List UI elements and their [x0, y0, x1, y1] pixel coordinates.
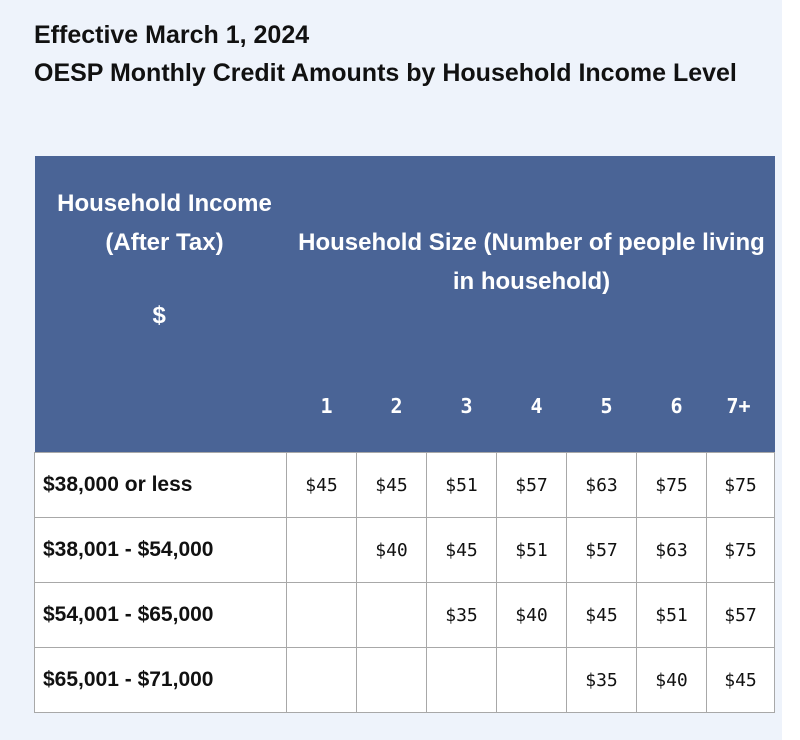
- credit-cell: $57: [567, 518, 637, 583]
- page-heading: [34, 16, 754, 92]
- credit-cell: $40: [497, 583, 567, 648]
- credit-cell: $45: [427, 518, 497, 583]
- credit-cell: $63: [637, 518, 707, 583]
- credit-cell: $75: [637, 453, 707, 518]
- table-row: [35, 583, 775, 648]
- credit-amounts-table: [34, 156, 775, 713]
- household-size-header: [287, 156, 775, 453]
- credit-cell: $57: [497, 453, 567, 518]
- income-header-label: Household Income (After Tax): [57, 190, 272, 256]
- credit-cell: [357, 583, 427, 648]
- size-header-2: 2: [390, 394, 403, 418]
- credit-cell: $40: [637, 648, 707, 713]
- credit-cell: [357, 648, 427, 713]
- credit-cell: $40: [357, 518, 427, 583]
- income-column-header: [35, 156, 287, 453]
- income-range-cell: $65,001 - $71,000: [35, 648, 287, 713]
- credit-cell: $35: [567, 648, 637, 713]
- credit-cell: $45: [287, 453, 357, 518]
- size-header-6: 6: [670, 394, 683, 418]
- credit-cell: $51: [427, 453, 497, 518]
- credit-cell: $75: [707, 453, 775, 518]
- table-title: OESP Monthly Credit Amounts by Household Income Level: [34, 59, 737, 87]
- size-header-4: 4: [530, 394, 543, 418]
- credit-cell: [287, 648, 357, 713]
- credit-cell: $57: [707, 583, 775, 648]
- credit-cell: $51: [637, 583, 707, 648]
- table-row: [35, 453, 775, 518]
- income-range-cell: $38,000 or less: [35, 453, 287, 518]
- credit-cell: [287, 518, 357, 583]
- credit-cell: [427, 648, 497, 713]
- credit-cell: [287, 583, 357, 648]
- size-header-3: 3: [460, 394, 473, 418]
- credit-cell: $51: [497, 518, 567, 583]
- income-range-cell: $38,001 - $54,000: [35, 518, 287, 583]
- credit-cell: $75: [707, 518, 775, 583]
- credit-cell: $45: [567, 583, 637, 648]
- credit-cell: $63: [567, 453, 637, 518]
- size-header-1: 1: [320, 394, 333, 418]
- credit-cell: $45: [357, 453, 427, 518]
- header-row: [35, 156, 775, 453]
- table-row: [35, 518, 775, 583]
- size-header-5: 5: [600, 394, 613, 418]
- income-header-unit: $: [152, 302, 166, 329]
- page-right-edge: [782, 0, 800, 740]
- credit-cell: $35: [427, 583, 497, 648]
- size-header-7-plus: 7+: [726, 394, 751, 418]
- table-row: [35, 648, 775, 713]
- income-range-cell: $54,001 - $65,000: [35, 583, 287, 648]
- household-size-label: Household Size (Number of people living in household): [298, 229, 765, 295]
- credit-cell: $45: [707, 648, 775, 713]
- credit-cell: [497, 648, 567, 713]
- effective-date: Effective March 1, 2024: [34, 21, 310, 49]
